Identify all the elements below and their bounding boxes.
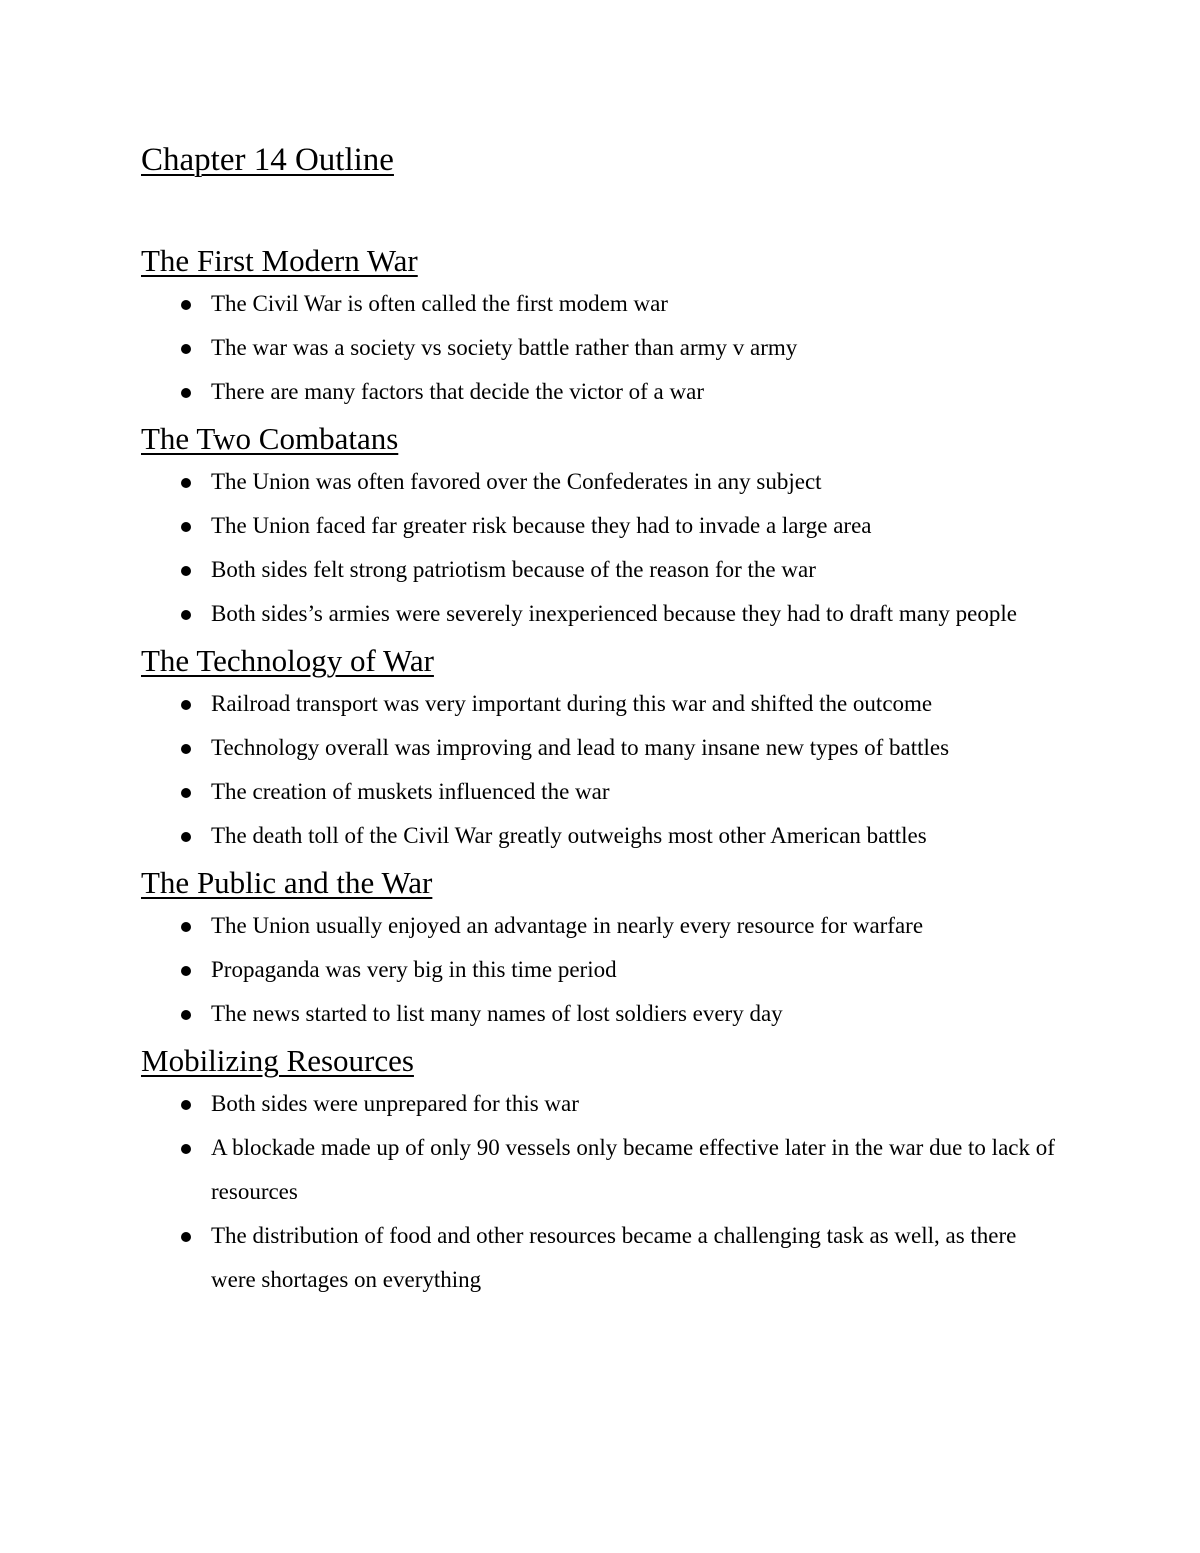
bullet-dot-icon (181, 1010, 191, 1020)
section-heading: Mobilizing Resources (141, 1043, 414, 1078)
bullet-dot-icon (181, 1232, 191, 1242)
list-item (141, 814, 1061, 858)
list-item (141, 370, 1061, 414)
section-heading: The Two Combatans (141, 421, 399, 456)
list-item-text: Both sides felt strong patriotism because of the reason for the war (211, 557, 816, 582)
list-item-text: The distribution of food and other resources became a challenging task as well, as there were shortages on everything (211, 1223, 1017, 1292)
bullet-list (141, 1082, 1061, 1302)
list-item (141, 282, 1061, 326)
bullet-dot-icon (181, 478, 191, 488)
list-item (141, 904, 1061, 948)
bullet-dot-icon (181, 300, 191, 310)
list-item-text: The creation of muskets influenced the war (211, 779, 610, 804)
list-item-text: The Union usually enjoyed an advantage in nearly every resource for warfare (211, 913, 924, 938)
list-item-text: Propaganda was very big in this time period (211, 957, 617, 982)
list-item (141, 592, 1061, 636)
bullet-list (141, 282, 1061, 414)
list-item-text: The Civil War is often called the first modem war (211, 291, 668, 316)
bullet-dot-icon (181, 832, 191, 842)
list-item (141, 992, 1061, 1036)
bullet-dot-icon (181, 1100, 191, 1110)
bullet-dot-icon (181, 966, 191, 976)
section-heading: The First Modern War (141, 243, 418, 278)
list-item-text: Technology overall was improving and lead to many insane new types of battles (211, 735, 950, 760)
bullet-dot-icon (181, 610, 191, 620)
bullet-dot-icon (181, 1144, 191, 1154)
section-first-modern-war (141, 240, 1061, 414)
section-mobilizing-resources (141, 1040, 1061, 1302)
list-item-text: Both sides’s armies were severely inexperienced because they had to draft many people (211, 601, 1017, 626)
bullet-list (141, 682, 1061, 858)
list-item-text: The war was a society vs society battle rather than army v army (211, 335, 798, 360)
section-heading: The Public and the War (141, 865, 433, 900)
list-item (141, 548, 1061, 592)
list-item (141, 1126, 1061, 1214)
outline-body (141, 240, 1061, 1306)
bullet-dot-icon (181, 344, 191, 354)
document-title: Chapter 14 Outline (141, 142, 394, 178)
section-heading: The Technology of War (141, 643, 434, 678)
list-item (141, 682, 1061, 726)
bullet-list (141, 460, 1061, 636)
list-item-text: The Union faced far greater risk because they had to invade a large area (211, 513, 872, 538)
list-item (141, 770, 1061, 814)
bullet-dot-icon (181, 922, 191, 932)
list-item (141, 504, 1061, 548)
bullet-dot-icon (181, 744, 191, 754)
list-item (141, 1082, 1061, 1126)
bullet-dot-icon (181, 388, 191, 398)
section-two-combatans (141, 418, 1061, 636)
list-item (141, 326, 1061, 370)
list-item-text: There are many factors that decide the victor of a war (211, 379, 704, 404)
bullet-dot-icon (181, 522, 191, 532)
list-item-text: Railroad transport was very important during this war and shifted the outcome (211, 691, 933, 716)
section-public-and-war (141, 862, 1061, 1036)
list-item-text: The death toll of the Civil War greatly outweighs most other American battles (211, 823, 927, 848)
bullet-list (141, 904, 1061, 1036)
list-item-text: A blockade made up of only 90 vessels only became effective later in the war due to lack of resources (211, 1135, 1055, 1204)
bullet-dot-icon (181, 700, 191, 710)
list-item-text: The Union was often favored over the Confederates in any subject (211, 469, 822, 494)
list-item (141, 948, 1061, 992)
list-item (141, 726, 1061, 770)
list-item-text: The news started to list many names of lost soldiers every day (211, 1001, 783, 1026)
list-item (141, 1214, 1061, 1302)
list-item-text: Both sides were unprepared for this war (211, 1091, 579, 1116)
bullet-dot-icon (181, 788, 191, 798)
bullet-dot-icon (181, 566, 191, 576)
section-technology-of-war (141, 640, 1061, 858)
list-item (141, 460, 1061, 504)
